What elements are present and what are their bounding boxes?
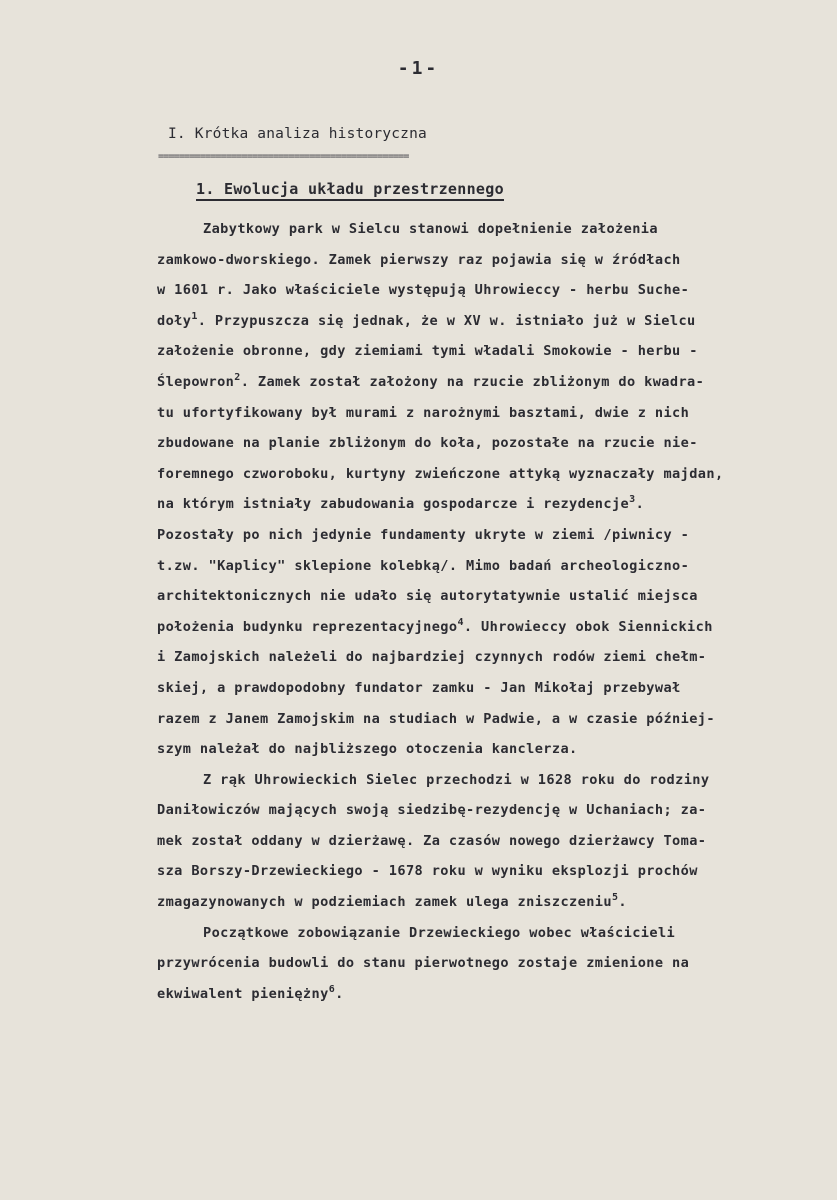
text-line (157, 306, 822, 337)
text-line-content: szym należał do najbliższego otoczenia kanclerza. (157, 741, 578, 758)
text-line-content: razem z Janem Zamojskim na studiach w Padwie, a w czasie później- (157, 710, 715, 727)
text-line (157, 826, 822, 857)
text-line (157, 918, 822, 949)
text-line (157, 245, 822, 276)
text-line-content: Daniłowiczów mających swoją siedzibę-rezydencję w Uchaniach; za- (157, 802, 707, 819)
text-line (157, 887, 822, 918)
text-line-content: doły (157, 312, 192, 329)
text-line-continuation: . (618, 894, 627, 911)
footnote-marker: 3 (629, 494, 636, 506)
text-line-content: sza Borszy-Drzewieckiego - 1678 roku w wyniku eksplozji prochów (157, 863, 698, 880)
text-line-content: Z rąk Uhrowieckich Sielec przechodzi w 1628 roku do rodziny (203, 771, 710, 788)
section-title: I. Krótka analiza historyczna (168, 126, 427, 142)
text-line-content: Ślepowron (157, 373, 235, 390)
section-title-underline: ================================================ (158, 151, 409, 162)
text-line (157, 214, 822, 245)
text-line-content: skiej, a prawdopodobny fundator zamku - Jan Mikołaj przebywał (157, 679, 681, 696)
text-line (157, 704, 822, 735)
text-line-content: zmagazynowanych w podziemiach zamek ulega zniszczeniu (157, 894, 612, 911)
text-line (157, 642, 822, 673)
footnote-marker: 6 (328, 983, 336, 995)
text-line-content: założenie obronne, gdy ziemiami tymi władali Smokowie - herbu - (157, 343, 698, 360)
text-line-content: Zabytkowy park w Sielcu stanowi dopełnienie założenia (203, 221, 658, 237)
footnote-marker: 1 (191, 310, 198, 322)
text-line (157, 520, 822, 551)
text-line (157, 459, 822, 490)
footnote-marker: 5 (611, 892, 619, 904)
text-line (157, 673, 822, 704)
text-line (157, 612, 822, 643)
text-line (157, 979, 822, 1010)
text-line-continuation: . (335, 985, 344, 1002)
text-line-content: w 1601 r. Jako właściciele występują Uhrowieccy - herbu Suche- (157, 282, 690, 299)
text-line (157, 367, 822, 398)
text-line (157, 275, 822, 306)
text-line-content: Pozostały po nich jedynie fundamenty ukryte w ziemi /piwnicy - (157, 526, 690, 543)
footnote-marker: 4 (457, 616, 464, 628)
page-number: -1- (397, 58, 440, 79)
text-line-content: t.zw. "Kaplicy" sklepione kolebką/. Mimo badań archeologiczno- (157, 557, 690, 574)
text-line-continuation: . Przypuszcza się jednak, że w XV w. istniało już w Sielcu (197, 312, 696, 329)
text-line-content: Początkowe zobowiązanie Drzewieckiego wobec właścicieli (203, 924, 676, 941)
text-line-content: i Zamojskich należeli do najbardziej czynnych rodów ziemi chełm- (157, 649, 707, 666)
subsection-title: 1. Ewolucja układu przestrzennego (196, 180, 504, 201)
text-line (157, 551, 822, 582)
text-line (157, 765, 822, 796)
text-line (157, 734, 822, 765)
text-line (157, 428, 822, 459)
text-line-content: mek został oddany w dzierżawę. Za czasów nowego dzierżawcy Toma- (157, 832, 707, 849)
text-line (157, 489, 822, 520)
text-line-content: architektonicznych nie udało się autorytatywnie ustalić miejsca (157, 588, 698, 605)
text-line-continuation: . Uhrowieccy obok Siennickich (463, 618, 713, 635)
text-line-content: zbudowane na planie zbliżonym do koła, pozostałe na rzucie nie- (157, 435, 698, 452)
text-line-continuation: . Zamek został założony na rzucie zbliżonym do kwadra- (240, 373, 705, 390)
text-line-content: na którym istniały zabudowania gospodarcze i rezydencje (157, 496, 630, 513)
text-line-content: tu ufortyfikowany był murami z narożnymi basztami, dwie z nich (157, 404, 690, 421)
text-line-content: przywrócenia budowli do stanu pierwotnego zostaje zmienione na (157, 955, 690, 972)
text-line-content: ekwiwalent pieniężny (157, 985, 329, 1002)
text-line (157, 398, 822, 429)
text-line-content: foremnego czworoboku, kurtyny zwieńczone attyką wyznaczały majdan, (157, 465, 724, 482)
body-text (157, 214, 822, 1009)
text-line (157, 795, 822, 826)
text-line-content: zamkowo-dworskiego. Zamek pierwszy raz pojawia się w źródłach (157, 251, 681, 268)
text-line (157, 336, 822, 367)
text-line (157, 856, 822, 887)
text-line (157, 581, 822, 612)
text-line-continuation: . (635, 496, 645, 513)
text-line (157, 948, 822, 979)
footnote-marker: 2 (234, 371, 241, 383)
text-line-content: położenia budynku reprezentacyjnego (157, 618, 458, 635)
